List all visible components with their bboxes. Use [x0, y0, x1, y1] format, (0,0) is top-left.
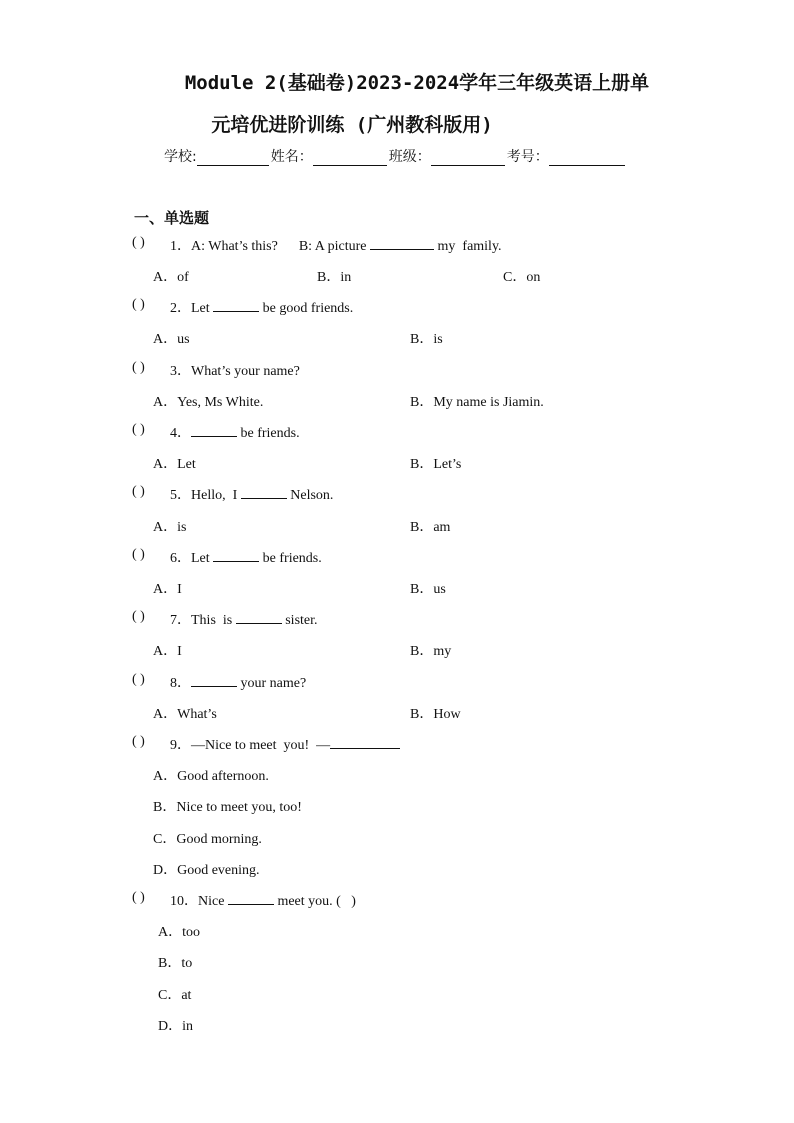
option-b[interactable]: B．in [317, 270, 352, 285]
option-b[interactable]: B．am [410, 520, 451, 535]
question-10: 10．Nice meet you. ( ) [170, 894, 356, 909]
option-b[interactable]: B．Let’s [410, 457, 462, 472]
question-9: 9．—Nice to meet you! — [170, 734, 400, 754]
question-4: 4． be friends. [170, 426, 300, 441]
blank [330, 736, 400, 749]
question-8: 8． your name? [170, 676, 307, 691]
blank [370, 237, 434, 250]
blank [191, 674, 237, 687]
option-a[interactable]: A．us [153, 332, 190, 347]
option-b[interactable]: B．Nice to meet you, too! [153, 800, 302, 815]
answer-paren[interactable]: ( ) [132, 609, 145, 624]
option-a[interactable]: A．Let [153, 457, 196, 472]
student-info-row [164, 146, 627, 166]
option-a[interactable]: A．too [158, 925, 200, 940]
blank [213, 299, 259, 312]
id-field[interactable] [549, 151, 625, 166]
option-b[interactable]: B．is [410, 332, 443, 347]
option-a[interactable]: A．Yes, Ms White. [153, 395, 264, 410]
option-a[interactable]: A．is [153, 520, 187, 535]
question-7: 7．This is sister. [170, 613, 318, 628]
option-b[interactable]: B．my [410, 644, 452, 659]
blank [241, 486, 287, 499]
question-6: 6．Let be friends. [170, 551, 322, 566]
answer-paren[interactable]: ( ) [132, 484, 145, 499]
option-c[interactable]: C．at [158, 988, 192, 1003]
question-3: 3．What’s your name? [170, 364, 300, 379]
answer-paren[interactable]: ( ) [132, 734, 145, 749]
option-d[interactable]: D．in [158, 1019, 193, 1034]
answer-paren[interactable]: ( ) [132, 547, 145, 562]
title-line-1: Module 2(基础卷)2023-2024学年三年级英语上册单 [184, 72, 650, 94]
answer-paren[interactable]: ( ) [132, 890, 145, 905]
answer-paren[interactable]: ( ) [132, 235, 145, 250]
title-line-2: 元培优进阶训练 (广州教科版用) [211, 114, 493, 136]
option-b[interactable]: B．us [410, 582, 446, 597]
option-b[interactable]: B．to [158, 956, 193, 971]
question-text: A: What’s this? B: A picture [191, 239, 371, 254]
blank [228, 892, 274, 905]
option-c[interactable]: C．Good morning. [153, 832, 262, 847]
class-label: 班级： [388, 149, 431, 165]
option-a[interactable]: A．I [153, 582, 182, 597]
class-field[interactable] [431, 151, 505, 166]
answer-paren[interactable]: ( ) [132, 360, 145, 375]
option-a[interactable]: A．Good afternoon. [153, 769, 269, 784]
name-label: 姓名： [270, 149, 313, 165]
question-1 [170, 235, 502, 255]
answer-paren[interactable]: ( ) [132, 672, 145, 687]
school-field[interactable] [197, 151, 269, 166]
option-c[interactable]: C．on [503, 270, 541, 285]
option-b[interactable]: B．My name is Jiamin. [410, 395, 544, 410]
question-2: 2．Let be good friends. [170, 301, 354, 316]
option-a[interactable]: A．I [153, 644, 182, 659]
blank [236, 611, 282, 624]
section-title: 一、单选题 [134, 209, 210, 227]
blank [191, 424, 237, 437]
answer-paren[interactable]: ( ) [132, 422, 145, 437]
blank [213, 549, 259, 562]
question-number: 1． [170, 239, 191, 254]
option-a[interactable]: A．What’s [153, 707, 217, 722]
question-5: 5．Hello, I Nelson. [170, 488, 334, 503]
option-d[interactable]: D．Good evening. [153, 863, 260, 878]
question-text: my family. [434, 239, 502, 254]
answer-paren[interactable]: ( ) [132, 297, 145, 312]
option-a[interactable]: A．of [153, 270, 189, 285]
id-label: 考号： [506, 149, 549, 165]
school-label: 学校: [164, 149, 197, 165]
name-field[interactable] [313, 151, 387, 166]
option-b[interactable]: B．How [410, 707, 461, 722]
